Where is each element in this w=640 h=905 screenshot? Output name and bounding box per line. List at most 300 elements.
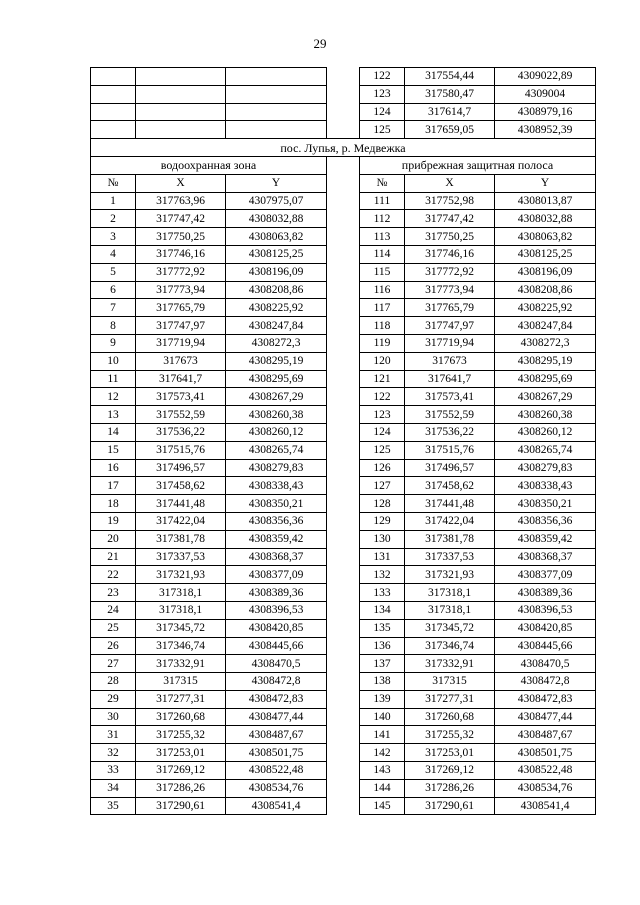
number-cell: 122	[360, 68, 405, 86]
left-number-cell: 31	[91, 726, 136, 744]
gap-cell	[327, 299, 360, 317]
table-row	[91, 370, 596, 388]
right-number-cell: 119	[360, 334, 405, 352]
left-x-cell: 317260,68	[136, 708, 226, 726]
empty-cell	[226, 85, 327, 103]
left-y-cell: 4308225,92	[226, 299, 327, 317]
left-y-cell: 4308534,76	[226, 779, 327, 797]
right-y-cell: 4308279,83	[495, 459, 596, 477]
left-y-cell: 4308541,4	[226, 797, 327, 815]
right-x-cell: 317441,48	[405, 495, 495, 513]
water-protection-zone-caption: водоохранная зона	[91, 156, 327, 174]
left-number-cell: 25	[91, 619, 136, 637]
table-row	[91, 263, 596, 281]
gap-cell	[327, 548, 360, 566]
left-number-cell: 9	[91, 334, 136, 352]
x-cell: 317659,05	[405, 121, 495, 139]
right-number-cell: 128	[360, 495, 405, 513]
right-y-cell: 4308063,82	[495, 228, 596, 246]
gap-cell	[327, 530, 360, 548]
left-number-cell: 4	[91, 245, 136, 263]
left-x-cell: 317315	[136, 673, 226, 691]
gap-cell	[327, 210, 360, 228]
left-number-cell: 15	[91, 441, 136, 459]
gap-cell	[327, 477, 360, 495]
left-y-cell: 4308472,83	[226, 690, 327, 708]
table-row	[91, 352, 596, 370]
right-x-cell: 317321,93	[405, 566, 495, 584]
left-x-cell: 317269,12	[136, 762, 226, 780]
table-row	[91, 192, 596, 210]
left-y-cell: 4308295,19	[226, 352, 327, 370]
top-row	[91, 121, 596, 139]
table-row	[91, 512, 596, 530]
left-x-cell: 317346,74	[136, 637, 226, 655]
left-x-cell: 317318,1	[136, 584, 226, 602]
left-number-cell: 26	[91, 637, 136, 655]
right-y-cell: 4308260,12	[495, 423, 596, 441]
table-row	[91, 423, 596, 441]
gap-cell	[327, 673, 360, 691]
left-x-cell: 317286,26	[136, 779, 226, 797]
table-row	[91, 779, 596, 797]
y-cell: 4308979,16	[495, 103, 596, 121]
left-number-cell: 30	[91, 708, 136, 726]
right-y-cell: 4308295,19	[495, 352, 596, 370]
right-y-cell: 4308265,74	[495, 441, 596, 459]
empty-cell	[136, 103, 226, 121]
x-cell: 317554,44	[405, 68, 495, 86]
right-x-cell: 317747,42	[405, 210, 495, 228]
left-y-cell: 4308338,43	[226, 477, 327, 495]
x-header: X	[136, 174, 226, 192]
gap-cell	[327, 68, 360, 86]
left-y-cell: 4308472,8	[226, 673, 327, 691]
gap-cell	[327, 690, 360, 708]
empty-cell	[136, 121, 226, 139]
right-number-cell: 127	[360, 477, 405, 495]
gap-cell	[327, 281, 360, 299]
gap-cell	[327, 263, 360, 281]
right-number-cell: 116	[360, 281, 405, 299]
table-row	[91, 619, 596, 637]
right-x-cell: 317573,41	[405, 388, 495, 406]
table-row	[91, 744, 596, 762]
right-x-cell: 317269,12	[405, 762, 495, 780]
left-x-cell: 317673	[136, 352, 226, 370]
left-x-cell: 317746,16	[136, 245, 226, 263]
table-row	[91, 441, 596, 459]
right-x-cell: 317332,91	[405, 655, 495, 673]
number-header: №	[91, 174, 136, 192]
empty-cell	[226, 68, 327, 86]
gap-cell	[327, 726, 360, 744]
right-y-cell: 4308472,8	[495, 673, 596, 691]
right-number-cell: 144	[360, 779, 405, 797]
top-row	[91, 68, 596, 86]
table-row	[91, 281, 596, 299]
x-header: X	[405, 174, 495, 192]
left-number-cell: 19	[91, 512, 136, 530]
table-row	[91, 726, 596, 744]
table-row	[91, 584, 596, 602]
left-number-cell: 6	[91, 281, 136, 299]
table-row	[91, 708, 596, 726]
right-x-cell: 317496,57	[405, 459, 495, 477]
right-x-cell: 317746,16	[405, 245, 495, 263]
right-x-cell: 317253,01	[405, 744, 495, 762]
right-y-cell: 4308472,83	[495, 690, 596, 708]
right-x-cell: 317772,92	[405, 263, 495, 281]
left-number-cell: 23	[91, 584, 136, 602]
table-row	[91, 210, 596, 228]
right-y-cell: 4308247,84	[495, 317, 596, 335]
left-y-cell: 4308368,37	[226, 548, 327, 566]
right-x-cell: 317765,79	[405, 299, 495, 317]
right-x-cell: 317752,98	[405, 192, 495, 210]
left-x-cell: 317515,76	[136, 441, 226, 459]
right-y-cell: 4308470,5	[495, 655, 596, 673]
left-number-cell: 34	[91, 779, 136, 797]
page-number: 29	[313, 36, 327, 51]
gap-cell	[327, 103, 360, 121]
coastal-protection-strip-caption: прибрежная защитная полоса	[360, 156, 596, 174]
right-y-cell: 4308377,09	[495, 566, 596, 584]
left-x-cell: 317332,91	[136, 655, 226, 673]
left-x-cell: 317381,78	[136, 530, 226, 548]
left-x-cell: 317750,25	[136, 228, 226, 246]
right-number-cell: 121	[360, 370, 405, 388]
y-cell: 4309022,89	[495, 68, 596, 86]
right-x-cell: 317337,53	[405, 548, 495, 566]
right-x-cell: 317747,97	[405, 317, 495, 335]
gap-cell	[327, 495, 360, 513]
left-x-cell: 317765,79	[136, 299, 226, 317]
left-y-cell: 4308487,67	[226, 726, 327, 744]
left-x-cell: 317441,48	[136, 495, 226, 513]
left-y-cell: 4308359,42	[226, 530, 327, 548]
left-y-cell: 4308247,84	[226, 317, 327, 335]
empty-cell	[136, 85, 226, 103]
empty-cell	[91, 85, 136, 103]
left-number-cell: 32	[91, 744, 136, 762]
table-row	[91, 530, 596, 548]
left-number-cell: 27	[91, 655, 136, 673]
gap-cell	[327, 85, 360, 103]
right-x-cell: 317458,62	[405, 477, 495, 495]
right-y-cell: 4308541,4	[495, 797, 596, 815]
right-number-cell: 114	[360, 245, 405, 263]
left-x-cell: 317318,1	[136, 601, 226, 619]
left-y-cell: 4308267,29	[226, 388, 327, 406]
left-y-cell: 4308420,85	[226, 619, 327, 637]
empty-cell	[226, 121, 327, 139]
right-number-cell: 138	[360, 673, 405, 691]
left-number-cell: 33	[91, 762, 136, 780]
right-y-cell: 4308477,44	[495, 708, 596, 726]
gap-cell	[327, 655, 360, 673]
right-x-cell: 317422,04	[405, 512, 495, 530]
right-y-cell: 4308359,42	[495, 530, 596, 548]
gap-cell	[327, 370, 360, 388]
left-x-cell: 317763,96	[136, 192, 226, 210]
right-number-cell: 112	[360, 210, 405, 228]
number-header: №	[360, 174, 405, 192]
right-y-cell: 4308389,36	[495, 584, 596, 602]
left-y-cell: 4308501,75	[226, 744, 327, 762]
table-row	[91, 797, 596, 815]
table-row	[91, 299, 596, 317]
number-cell: 123	[360, 85, 405, 103]
left-number-cell: 21	[91, 548, 136, 566]
left-x-cell: 317641,7	[136, 370, 226, 388]
left-x-cell: 317773,94	[136, 281, 226, 299]
empty-cell	[91, 103, 136, 121]
gap-cell	[327, 245, 360, 263]
left-number-cell: 35	[91, 797, 136, 815]
left-number-cell: 12	[91, 388, 136, 406]
y-header: Y	[495, 174, 596, 192]
left-x-cell: 317255,32	[136, 726, 226, 744]
left-number-cell: 7	[91, 299, 136, 317]
table-row	[91, 334, 596, 352]
right-y-cell: 4308125,25	[495, 245, 596, 263]
left-y-cell: 4308260,12	[226, 423, 327, 441]
table-row	[91, 477, 596, 495]
right-number-cell: 129	[360, 512, 405, 530]
right-number-cell: 134	[360, 601, 405, 619]
left-y-cell: 4308350,21	[226, 495, 327, 513]
right-number-cell: 140	[360, 708, 405, 726]
left-x-cell: 317536,22	[136, 423, 226, 441]
number-cell: 125	[360, 121, 405, 139]
gap-cell	[327, 566, 360, 584]
right-y-cell: 4308208,86	[495, 281, 596, 299]
gap-cell	[327, 601, 360, 619]
empty-cell	[91, 68, 136, 86]
left-y-cell: 4308063,82	[226, 228, 327, 246]
left-y-cell: 4308522,48	[226, 762, 327, 780]
left-y-cell: 4308356,36	[226, 512, 327, 530]
right-x-cell: 317290,61	[405, 797, 495, 815]
left-number-cell: 1	[91, 192, 136, 210]
right-x-cell: 317260,68	[405, 708, 495, 726]
left-x-cell: 317747,97	[136, 317, 226, 335]
empty-cell	[136, 68, 226, 86]
gap-cell	[327, 708, 360, 726]
right-x-cell: 317673	[405, 352, 495, 370]
gap-cell	[327, 744, 360, 762]
gap-cell	[327, 334, 360, 352]
left-y-cell: 4308295,69	[226, 370, 327, 388]
gap-cell	[327, 388, 360, 406]
right-x-cell: 317286,26	[405, 779, 495, 797]
left-number-cell: 16	[91, 459, 136, 477]
right-y-cell: 4308267,29	[495, 388, 596, 406]
right-number-cell: 123	[360, 406, 405, 424]
table-row	[91, 601, 596, 619]
left-number-cell: 22	[91, 566, 136, 584]
section-title-row	[91, 139, 596, 157]
right-y-cell: 4308356,36	[495, 512, 596, 530]
right-y-cell: 4308272,3	[495, 334, 596, 352]
right-number-cell: 120	[360, 352, 405, 370]
section-title: пос. Лупья, р. Медвежка	[91, 139, 596, 157]
table-row	[91, 655, 596, 673]
gap-cell	[327, 762, 360, 780]
left-y-cell: 4308477,44	[226, 708, 327, 726]
left-number-cell: 29	[91, 690, 136, 708]
coordinates-table-body	[91, 68, 596, 815]
table-row	[91, 459, 596, 477]
top-row	[91, 85, 596, 103]
right-y-cell: 4308196,09	[495, 263, 596, 281]
right-y-cell: 4308445,66	[495, 637, 596, 655]
left-y-cell: 4308265,74	[226, 441, 327, 459]
right-number-cell: 124	[360, 423, 405, 441]
left-x-cell: 317772,92	[136, 263, 226, 281]
left-number-cell: 3	[91, 228, 136, 246]
y-cell: 4308952,39	[495, 121, 596, 139]
left-x-cell: 317253,01	[136, 744, 226, 762]
left-x-cell: 317496,57	[136, 459, 226, 477]
table-row	[91, 690, 596, 708]
number-cell: 124	[360, 103, 405, 121]
left-y-cell: 4308389,36	[226, 584, 327, 602]
table-row	[91, 317, 596, 335]
gap-cell	[327, 406, 360, 424]
empty-cell	[226, 103, 327, 121]
right-number-cell: 131	[360, 548, 405, 566]
gap-cell	[327, 423, 360, 441]
right-x-cell: 317641,7	[405, 370, 495, 388]
left-x-cell: 317719,94	[136, 334, 226, 352]
right-number-cell: 113	[360, 228, 405, 246]
right-y-cell: 4308225,92	[495, 299, 596, 317]
left-number-cell: 10	[91, 352, 136, 370]
left-y-cell: 4308445,66	[226, 637, 327, 655]
gap-cell	[327, 156, 360, 174]
left-number-cell: 14	[91, 423, 136, 441]
right-y-cell: 4308522,48	[495, 762, 596, 780]
table-row	[91, 673, 596, 691]
table-row	[91, 406, 596, 424]
left-y-cell: 4308272,3	[226, 334, 327, 352]
table-row	[91, 495, 596, 513]
gap-cell	[327, 228, 360, 246]
x-cell: 317580,47	[405, 85, 495, 103]
right-x-cell: 317750,25	[405, 228, 495, 246]
right-number-cell: 126	[360, 459, 405, 477]
right-number-cell: 141	[360, 726, 405, 744]
gap-cell	[327, 352, 360, 370]
left-number-cell: 13	[91, 406, 136, 424]
left-x-cell: 317422,04	[136, 512, 226, 530]
gap-cell	[327, 779, 360, 797]
right-number-cell: 117	[360, 299, 405, 317]
top-row	[91, 103, 596, 121]
left-x-cell: 317458,62	[136, 477, 226, 495]
gap-cell	[327, 121, 360, 139]
right-x-cell: 317345,72	[405, 619, 495, 637]
left-x-cell: 317290,61	[136, 797, 226, 815]
right-number-cell: 130	[360, 530, 405, 548]
gap-cell	[327, 441, 360, 459]
right-y-cell: 4308338,43	[495, 477, 596, 495]
right-x-cell: 317346,74	[405, 637, 495, 655]
right-y-cell: 4308350,21	[495, 495, 596, 513]
left-number-cell: 11	[91, 370, 136, 388]
left-y-cell: 4308125,25	[226, 245, 327, 263]
gap-cell	[327, 584, 360, 602]
right-x-cell: 317277,31	[405, 690, 495, 708]
right-y-cell: 4308501,75	[495, 744, 596, 762]
gap-cell	[327, 192, 360, 210]
caption-row	[91, 156, 596, 174]
table-row	[91, 228, 596, 246]
right-number-cell: 118	[360, 317, 405, 335]
left-y-cell: 4308377,09	[226, 566, 327, 584]
right-y-cell: 4308534,76	[495, 779, 596, 797]
right-y-cell: 4308295,69	[495, 370, 596, 388]
right-number-cell: 137	[360, 655, 405, 673]
right-number-cell: 136	[360, 637, 405, 655]
table-row	[91, 566, 596, 584]
x-cell: 317614,7	[405, 103, 495, 121]
gap-cell	[327, 317, 360, 335]
right-x-cell: 317315	[405, 673, 495, 691]
header-row	[91, 174, 596, 192]
left-x-cell: 317345,72	[136, 619, 226, 637]
table-row	[91, 637, 596, 655]
right-x-cell: 317773,94	[405, 281, 495, 299]
right-y-cell: 4308420,85	[495, 619, 596, 637]
left-y-cell: 4308260,38	[226, 406, 327, 424]
left-y-cell: 4307975,07	[226, 192, 327, 210]
empty-cell	[91, 121, 136, 139]
right-number-cell: 143	[360, 762, 405, 780]
gap-cell	[327, 637, 360, 655]
left-number-cell: 17	[91, 477, 136, 495]
right-number-cell: 111	[360, 192, 405, 210]
right-number-cell: 132	[360, 566, 405, 584]
left-number-cell: 24	[91, 601, 136, 619]
left-number-cell: 5	[91, 263, 136, 281]
right-number-cell: 122	[360, 388, 405, 406]
right-number-cell: 115	[360, 263, 405, 281]
left-y-cell: 4308470,5	[226, 655, 327, 673]
left-number-cell: 18	[91, 495, 136, 513]
gap-cell	[327, 619, 360, 637]
gap-cell	[327, 797, 360, 815]
y-cell: 4309004	[495, 85, 596, 103]
gap-cell	[327, 512, 360, 530]
left-x-cell: 317321,93	[136, 566, 226, 584]
left-number-cell: 20	[91, 530, 136, 548]
right-number-cell: 139	[360, 690, 405, 708]
gap-cell	[327, 174, 360, 192]
left-x-cell: 317573,41	[136, 388, 226, 406]
right-y-cell: 4308396,53	[495, 601, 596, 619]
left-x-cell: 317747,42	[136, 210, 226, 228]
right-y-cell: 4308260,38	[495, 406, 596, 424]
right-y-cell: 4308013,87	[495, 192, 596, 210]
gap-cell	[327, 459, 360, 477]
right-number-cell: 135	[360, 619, 405, 637]
right-number-cell: 142	[360, 744, 405, 762]
left-number-cell: 8	[91, 317, 136, 335]
table-row	[91, 388, 596, 406]
